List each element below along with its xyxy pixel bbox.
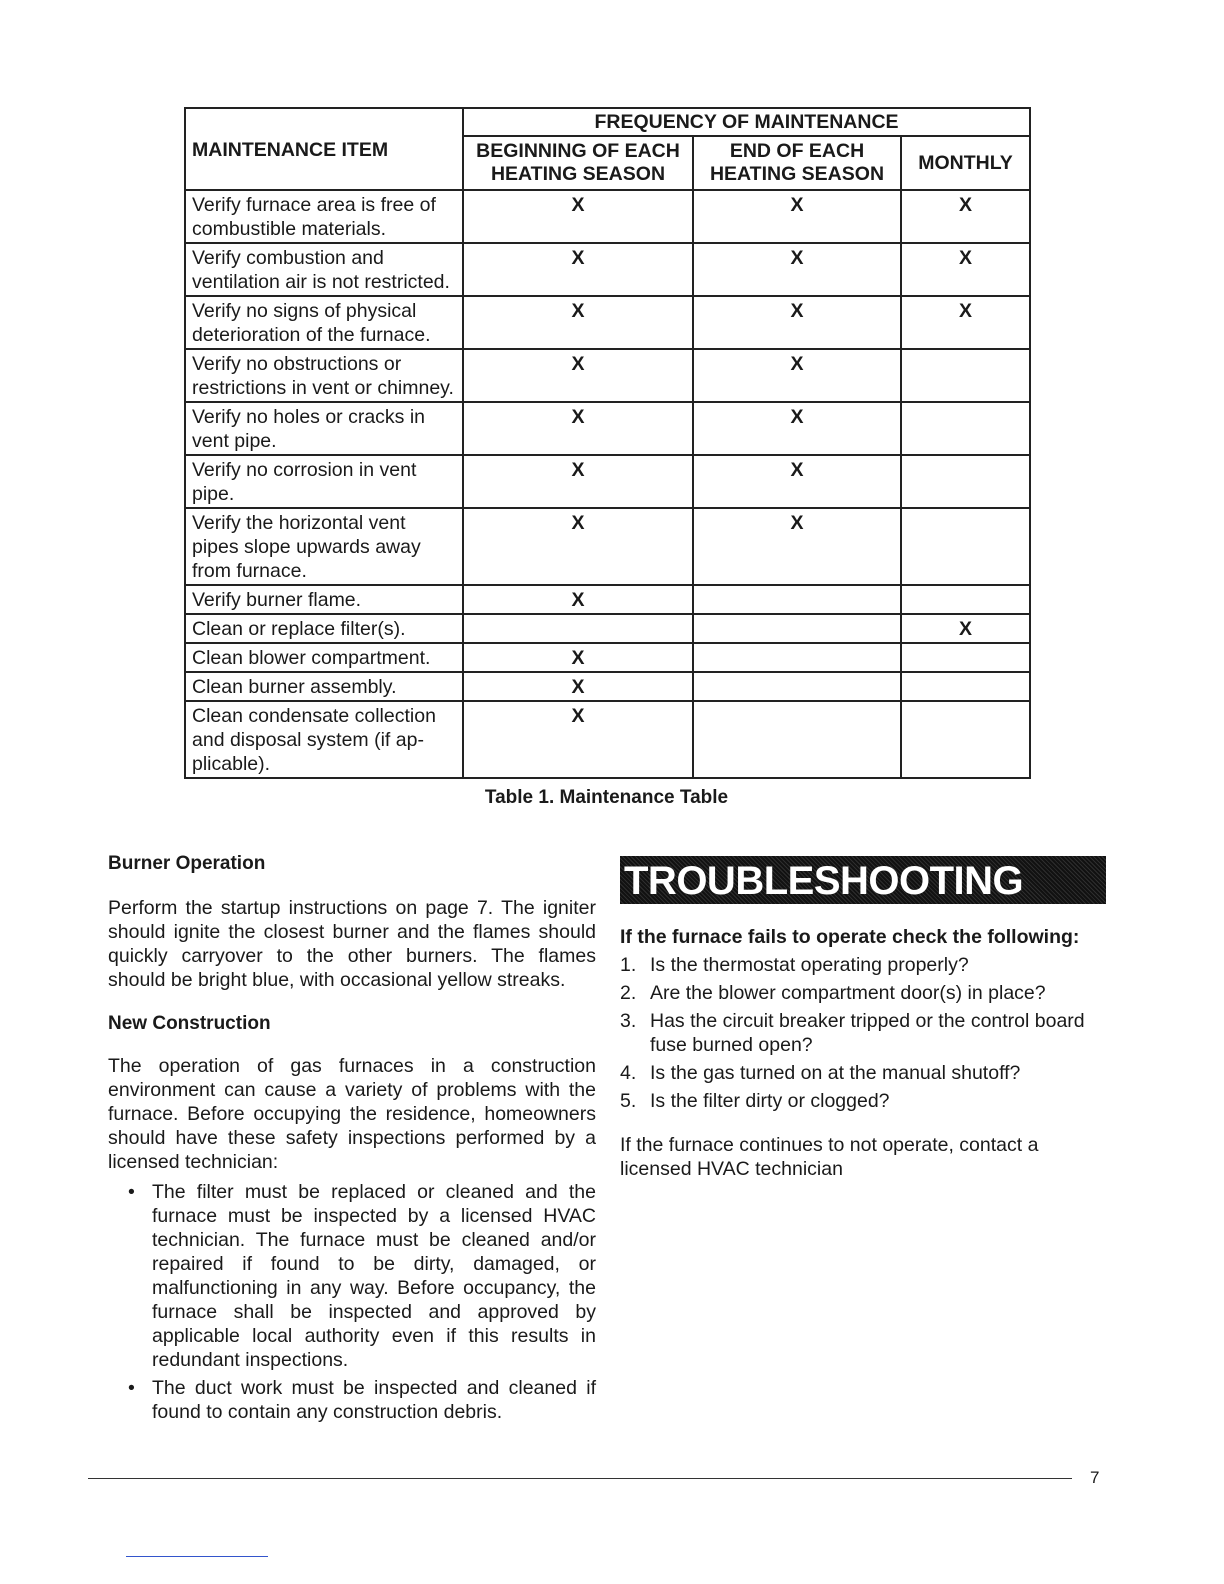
table-row bbox=[185, 243, 1030, 296]
monthly-cell bbox=[901, 508, 1030, 585]
beginning-season-cell: X bbox=[463, 296, 693, 349]
end-season-cell: X bbox=[693, 508, 901, 585]
header-beginning-season: BEGINNING OF EACH HEATING SEASON bbox=[463, 136, 693, 190]
item-text: Is the gas turned on at the manual shutoff? bbox=[650, 1062, 1021, 1084]
beginning-season-cell: X bbox=[463, 349, 693, 402]
end-season-cell: X bbox=[693, 402, 901, 455]
table-row bbox=[185, 585, 1030, 614]
new-construction-text: The operation of gas furnaces in a construction environment can cause a variety of problems with the furnace. Before occupying the residence, homeowners should have these safety inspections performed by a licensed technician: bbox=[108, 1055, 596, 1173]
end-season-cell: X bbox=[693, 190, 901, 243]
troubleshooting-banner bbox=[620, 856, 1106, 904]
burner-operation-heading: Burner Operation bbox=[108, 853, 266, 874]
troubleshooting-list bbox=[620, 953, 1108, 1113]
end-season-cell bbox=[693, 701, 901, 778]
list-item bbox=[128, 1180, 596, 1372]
item-text: Is the thermostat operating properly? bbox=[650, 954, 969, 976]
table-row bbox=[185, 614, 1030, 643]
list-item bbox=[620, 1089, 1108, 1113]
item-text: Is the filter dirty or clogged? bbox=[650, 1090, 890, 1112]
item-text: Has the circuit breaker tripped or the control board fuse burned open? bbox=[650, 1010, 1085, 1056]
troubleshooting-title: TROUBLESHOOTING bbox=[624, 859, 1024, 903]
item-number: 3. bbox=[620, 1010, 637, 1032]
maintenance-item-cell: Verify no holes or cracks in vent pipe. bbox=[185, 402, 463, 455]
end-season-cell: X bbox=[693, 455, 901, 508]
list-item bbox=[620, 1061, 1108, 1085]
list-item bbox=[620, 981, 1108, 1005]
end-season-cell: X bbox=[693, 243, 901, 296]
bullet-icon: • bbox=[128, 1181, 135, 1203]
maintenance-item-cell: Verify the horizontal vent pipes slope upwards away from furnace. bbox=[185, 508, 463, 585]
beginning-season-cell: X bbox=[463, 643, 693, 672]
end-season-cell: X bbox=[693, 349, 901, 402]
burner-operation-text: Perform the startup instructions on page 7. The igniter should ignite the closest burner and the flames should quickly carryover to the other burners. The flames should be bright blue, with occasional yellow streaks. bbox=[108, 897, 596, 991]
monthly-cell bbox=[901, 402, 1030, 455]
list-item bbox=[128, 1376, 596, 1424]
end-season-cell bbox=[693, 585, 901, 614]
item-number: 2. bbox=[620, 982, 637, 1004]
maintenance-item-cell: Verify no corrosion in vent pipe. bbox=[185, 455, 463, 508]
item-text: Are the blower compartment door(s) in place? bbox=[650, 982, 1046, 1004]
end-season-cell bbox=[693, 643, 901, 672]
monthly-cell bbox=[901, 701, 1030, 778]
header-end-season: END OF EACH HEATING SEASON bbox=[693, 136, 901, 190]
maintenance-item-cell: Verify no obstructions or restrictions in vent or chimney. bbox=[185, 349, 463, 402]
beginning-season-cell: X bbox=[463, 190, 693, 243]
item-number: 4. bbox=[620, 1062, 637, 1084]
monthly-cell bbox=[901, 585, 1030, 614]
maintenance-item-cell: Verify furnace area is free of combustible materials. bbox=[185, 190, 463, 243]
monthly-cell bbox=[901, 643, 1030, 672]
table-row bbox=[185, 296, 1030, 349]
table-row bbox=[185, 349, 1030, 402]
beginning-season-cell: X bbox=[463, 508, 693, 585]
end-season-cell bbox=[693, 672, 901, 701]
beginning-season-cell: X bbox=[463, 402, 693, 455]
table-row bbox=[185, 190, 1030, 243]
list-item bbox=[620, 953, 1108, 977]
item-number: 5. bbox=[620, 1090, 637, 1112]
left-column bbox=[108, 852, 596, 1424]
troubleshooting-closing: If the furnace continues to not operate, contact a licensed HVAC technician bbox=[620, 1134, 1039, 1180]
table-row bbox=[185, 508, 1030, 585]
monthly-cell bbox=[901, 672, 1030, 701]
bullet-icon: • bbox=[128, 1377, 135, 1399]
monthly-cell: X bbox=[901, 243, 1030, 296]
table-row bbox=[185, 672, 1030, 701]
construction-bullet-list bbox=[108, 1180, 596, 1424]
end-season-cell: X bbox=[693, 296, 901, 349]
monthly-cell: X bbox=[901, 296, 1030, 349]
new-construction-heading: New Construction bbox=[108, 1013, 271, 1034]
header-maintenance-item: MAINTENANCE ITEM bbox=[185, 108, 463, 190]
beginning-season-cell bbox=[463, 614, 693, 643]
bullet-text: The filter must be replaced or cleaned and the furnace must be inspected by a licensed HVAC technician. The furnace must be cleaned and/or repaired if found to be dirty, damaged, or malfunctioning in any way. Before occupancy, the furnace shall be inspected and approved by applicable local authority even if this results in redundant inspections. bbox=[152, 1181, 596, 1371]
page-number: 7 bbox=[1090, 1468, 1100, 1487]
table-caption: Table 1. Maintenance Table bbox=[484, 787, 729, 808]
beginning-season-cell: X bbox=[463, 455, 693, 508]
end-season-cell bbox=[693, 614, 901, 643]
beginning-season-cell: X bbox=[463, 243, 693, 296]
header-frequency: FREQUENCY OF MAINTENANCE bbox=[463, 108, 1030, 136]
maintenance-item-cell: Verify combustion and ventilation air is not restricted. bbox=[185, 243, 463, 296]
footer-rule bbox=[88, 1478, 1072, 1479]
right-column bbox=[620, 925, 1108, 1181]
list-item bbox=[620, 1009, 1108, 1057]
header-monthly: MONTHLY bbox=[901, 136, 1030, 190]
item-number: 1. bbox=[620, 954, 637, 976]
beginning-season-cell: X bbox=[463, 701, 693, 778]
bullet-text: The duct work must be inspected and cleaned if found to contain any construction debris. bbox=[152, 1377, 596, 1423]
maintenance-item-cell: Verify no signs of physical deterioration of the furnace. bbox=[185, 296, 463, 349]
maintenance-item-cell: Verify burner flame. bbox=[185, 585, 463, 614]
troubleshooting-lead: If the furnace fails to operate check the following: bbox=[620, 926, 1080, 948]
monthly-cell: X bbox=[901, 190, 1030, 243]
link-underline bbox=[126, 1556, 268, 1557]
monthly-cell bbox=[901, 455, 1030, 508]
beginning-season-cell: X bbox=[463, 672, 693, 701]
table-row bbox=[185, 701, 1030, 778]
monthly-cell: X bbox=[901, 614, 1030, 643]
table-row bbox=[185, 402, 1030, 455]
monthly-cell bbox=[901, 349, 1030, 402]
maintenance-item-cell: Clean or replace filter(s). bbox=[185, 614, 463, 643]
maintenance-table bbox=[184, 107, 1031, 779]
maintenance-item-cell: Clean burner assembly. bbox=[185, 672, 463, 701]
table-row bbox=[185, 455, 1030, 508]
maintenance-item-cell: Clean condensate collection and disposal system (if ap-plicable). bbox=[185, 701, 463, 778]
maintenance-item-cell: Clean blower compartment. bbox=[185, 643, 463, 672]
table-row bbox=[185, 643, 1030, 672]
beginning-season-cell: X bbox=[463, 585, 693, 614]
